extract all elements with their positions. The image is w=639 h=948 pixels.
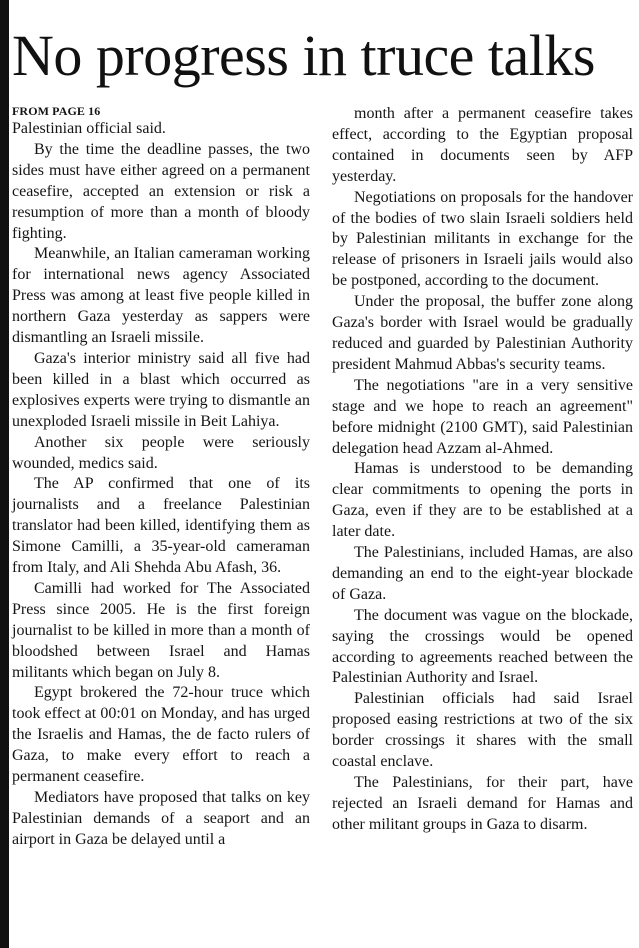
paragraph: Egypt brokered the 72-hour truce which took effect at 00:01 on Monday, and has urged the Israelis and Hamas, the de facto rulers of Gaza, to make every effort to reach a permanent ceasefire. [12, 684, 310, 786]
paragraph: Gaza's interior ministry said all five had been killed in a blast which occurred as explosives experts were trying to dismantle an unexploded Israeli missile in Beit Lahiya. [12, 349, 310, 430]
article-column-right [332, 104, 633, 836]
article-column-left [12, 104, 310, 851]
paragraph: By the time the deadline passes, the two sides must have either agreed on a permanent ceasefire, accepted an extension or risk a resumption of more than a month of bloody fighting. [12, 140, 310, 242]
column-rule [0, 0, 9, 948]
paragraph: The Palestinians, for their part, have rejected an Israeli demand for Hamas and other militant groups in Gaza to disarm. [332, 774, 633, 833]
paragraph: The negotiations "are in a very sensitive stage and we hope to reach an agreement" before midnight (2100 GMT), said Palestinian delegation head Azzam al-Ahmed. [332, 376, 633, 457]
jump-label: FROM PAGE 16 [12, 104, 101, 118]
paragraph: The document was vague on the blockade, saying the crossings would be opened according to agreements reached between the Palestinian Authority and Israel. [332, 606, 633, 687]
paragraph: Another six people were seriously wounded, medics said. [12, 433, 310, 472]
paragraph: Palestinian official said. [12, 120, 166, 137]
paragraph: Negotiations on proposals for the handover of the bodies of two slain Israeli soldiers held by Palestinian militants in exchange for the release of prisoners in Israeli jails would also be postponed, according to the document. [332, 188, 633, 290]
paragraph: Under the proposal, the buffer zone along Gaza's border with Israel would be gradually reduced and guarded by Palestinian Authority president Mahmud Abbas's security teams. [332, 293, 633, 373]
paragraph: Hamas is understood to be demanding clear commitments to opening the ports in Gaza, even if they are to be established at a later date. [332, 460, 633, 541]
paragraph: The Palestinians, included Hamas, are also demanding an end to the eight-year blockade of Gaza. [332, 544, 633, 603]
paragraph: Meanwhile, an Italian cameraman working for international news agency Associated Press was among at least five people killed in northern Gaza yesterday as sappers were dismantling an Israeli missile. [12, 245, 310, 347]
paragraph: month after a permanent ceasefire takes effect, according to the Egyptian proposal contained in documents seen by AFP yesterday. [332, 105, 633, 185]
paragraph: The AP confirmed that one of its journalists and a freelance Palestinian translator had been killed, identifying them as Simone Camilli, a 35-year-old cameraman from Italy, and Ali Shehda Abu Afash, 36. [12, 475, 310, 577]
paragraph: Camilli had worked for The Associated Press since 2005. He is the first foreign journalist to be killed in more than a month of bloodshed between Israel and Hamas militants which began on July 8. [12, 579, 310, 681]
paragraph: Palestinian officials had said Israel proposed easing restrictions at two of the six border crossings it shares with the small coastal enclave. [332, 690, 633, 771]
headline: No progress in truce talks [12, 23, 595, 88]
paragraph: Mediators have proposed that talks on key Palestinian demands of a seaport and an airport in Gaza be delayed until a [12, 789, 310, 848]
